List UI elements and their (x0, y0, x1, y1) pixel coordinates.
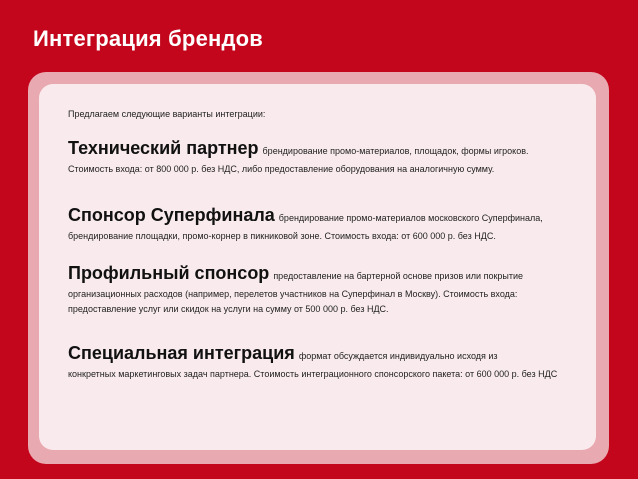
slide-title: Интеграция брендов (33, 26, 264, 51)
option-profile-sponsor (68, 262, 573, 317)
option-technical-partner (68, 137, 573, 177)
option-title: Спонсор Суперфинала (68, 205, 275, 225)
option-description: брендирование промо-материалов, площадок, формы игроков. (262, 146, 529, 156)
option-special-integration (68, 342, 573, 382)
option-details: брендирование площадки, промо-корнер в пикниковой зоне. Стоимость входа: от 600 000 р. без НДС. (68, 231, 496, 241)
option-details: конкретных маркетинговых задач партнера. Стоимость интеграционного спонсорского пакета: от 600 000 р. без НДС (68, 369, 558, 379)
option-title: Специальная интеграция (68, 343, 295, 363)
option-title: Профильный спонсор (68, 263, 270, 283)
option-description: формат обсуждается индивидуально исходя из (298, 351, 498, 361)
option-description: предоставление на бартерной основе призов или покрытие (273, 271, 524, 281)
option-details: организационных расходов (например, перелетов участников на Суперфинал в Москву). Стоимость входа: предоставление услуг или скидок на услуги на сумму от 500 000 р. без НДС. (68, 289, 518, 314)
intro-text: Предлагаем следующие варианты интеграции: (68, 109, 266, 119)
option-title: Технический партнер (68, 138, 259, 158)
option-superfinal-sponsor (68, 204, 573, 244)
option-description: брендирование промо-материалов московского Суперфинала, (278, 213, 543, 223)
option-details: Стоимость входа: от 800 000 р. без НДС, либо предоставление оборудования на аналогичную сумму. (68, 164, 495, 174)
